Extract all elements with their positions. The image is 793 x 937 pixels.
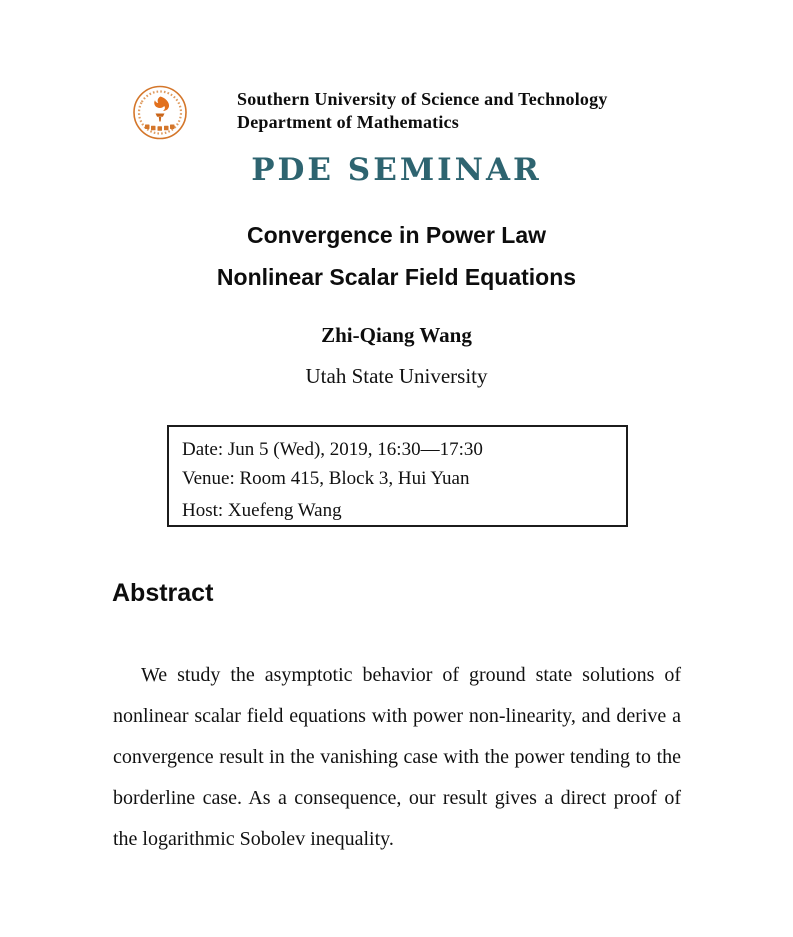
university-seal-icon: [132, 84, 188, 141]
speaker-name: Zhi-Qiang Wang: [321, 323, 472, 347]
abstract-paragraph: We study the asymptotic behavior of ground state solutions of nonlinear scalar field equations with power non-linearity, and derive a convergence result in the vanishing case with the power tending to the borderline case. As a consequence, our result gives a direct proof of the logarithmic Sobolev inequality.: [113, 664, 681, 850]
seminar-date: Date: Jun 5 (Wed), 2019, 16:30—17:30: [182, 439, 483, 460]
document-header: [237, 88, 608, 134]
department-name: Department of Mathematics: [237, 112, 459, 132]
seminar-venue: Venue: Room 415, Block 3, Hui Yuan: [182, 468, 470, 489]
abstract-heading: Abstract: [112, 579, 214, 607]
seminar-details-box: [167, 425, 628, 527]
talk-title-line1: Convergence in Power Law: [246, 222, 547, 248]
talk-title: [0, 214, 793, 298]
talk-title-line2: Nonlinear Scalar Field Equations: [216, 264, 577, 290]
speaker-affiliation: Utah State University: [305, 364, 488, 388]
seminar-series-title: PDE SEMINAR: [251, 152, 542, 188]
seminar-host: Host: Xuefeng Wang: [182, 500, 342, 521]
university-name: Southern University of Science and Technology: [237, 89, 608, 109]
